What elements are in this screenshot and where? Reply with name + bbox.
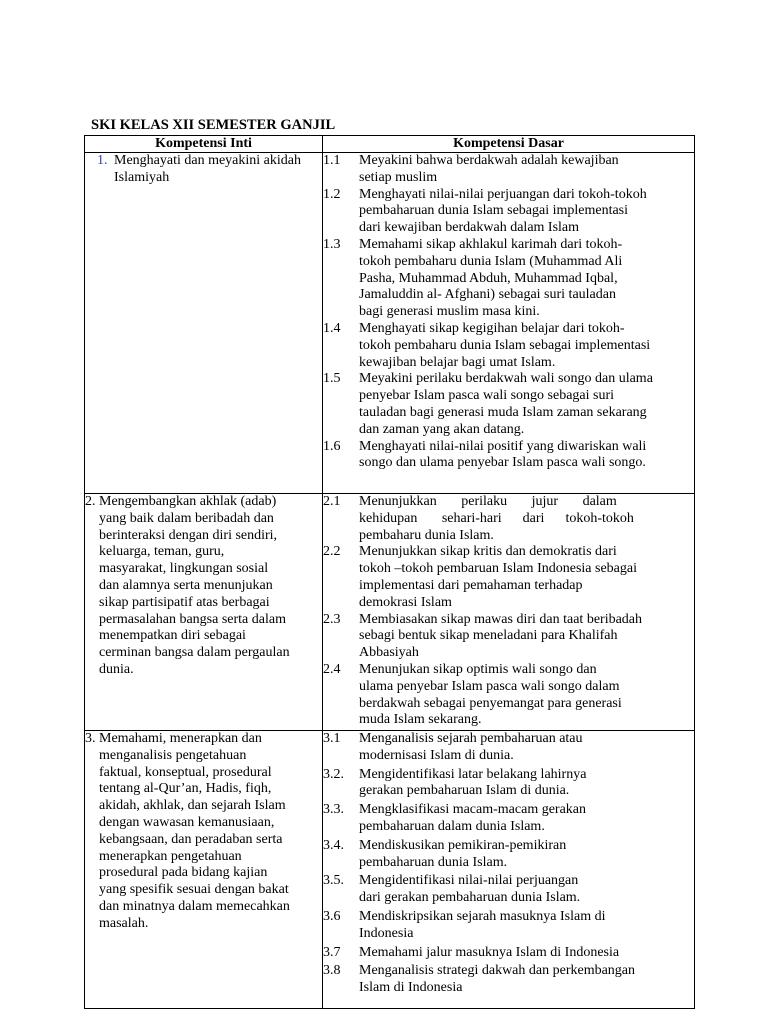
kd-item [323, 371, 694, 438]
kd-line: tauladan bagi generasi muda Islam zaman sekarang [359, 404, 647, 420]
kd-line: Islam di Indonesia [359, 980, 463, 996]
kd-line: berdakwah sebagai penyemangat para generasi [359, 695, 622, 711]
kd-cell-1 [323, 153, 695, 494]
kd-cell-2 [323, 494, 695, 731]
kd-line: Menganalisis sejarah pembaharuan atau [359, 731, 583, 746]
kd-line: Menunjukkan sikap kritis dan demokratis dari [359, 544, 617, 560]
kd-spacer [323, 997, 694, 999]
kd-line: tokoh pembaharu dunia Islam (Muhammad Ali [359, 253, 623, 269]
ki-line: tentang al-Qur’an, Hadis, fiqh, [99, 781, 272, 797]
ki-line: sikap partisipatif atas berbagai [99, 594, 270, 610]
kd-text [359, 544, 694, 611]
kd-line: Meyakini perilaku berdakwah wali songo dan ulama [359, 371, 653, 387]
kd-number: 2.4 [323, 661, 341, 677]
kd-number: 1.2 [323, 186, 341, 202]
kd-item [323, 612, 694, 662]
table-row [85, 731, 695, 1009]
ki-line: 2. Mengembangkan akhlak (adab) [85, 494, 277, 509]
kd-number: 1.1 [323, 153, 341, 168]
kd-text [359, 838, 694, 872]
kd-number: 3.7 [323, 944, 341, 960]
kd-text [359, 963, 694, 997]
ki-line: keluarga, teman, guru, [99, 544, 225, 560]
kd-line: implementasi dari pemahaman terhadap [359, 577, 583, 593]
table-row [85, 153, 695, 494]
ki-cell-3 [85, 731, 323, 1009]
kd-text [359, 321, 694, 371]
ki-cell-1 [85, 153, 323, 494]
ki-line: yang baik dalam beribadah dan [99, 510, 274, 526]
kd-cell-3 [323, 731, 695, 1009]
kd-number: 3.2. [323, 766, 344, 782]
kd-item [323, 187, 694, 237]
kd-number: 3.4. [323, 837, 344, 853]
kd-item [323, 838, 694, 872]
kd-item [323, 544, 694, 611]
ki-line: dan alamnya serta menunjukan [99, 577, 273, 593]
kd-line: sebagi bentuk sikap meneladani para Khalifah [359, 628, 618, 644]
ki-line: masalah. [99, 915, 149, 931]
kd-line: Mendiskusikan pemikiran-pemikiran [359, 837, 567, 853]
ki-line: prosedural pada bidang kajian [99, 865, 268, 881]
kd-line: tokoh –tokoh pembaruan Islam Indonesia sebagai [359, 561, 637, 577]
ki-number: 1. [97, 153, 108, 168]
kd-item [323, 237, 694, 321]
kd-text [359, 873, 694, 907]
kd-line: muda Islam sekarang. [359, 712, 482, 728]
ki-cell-2 [85, 494, 323, 731]
kd-text [359, 612, 694, 662]
kd-item [323, 963, 694, 997]
kd-line: Mendiskripsikan sejarah masuknya Islam di [359, 908, 606, 924]
kd-text [359, 802, 694, 836]
kd-line: Menghayati nilai-nilai positif yang diwariskan wali [359, 438, 647, 454]
kd-number: 3.5. [323, 873, 344, 889]
kd-line: Mengidentifikasi latar belakang lahirnya [359, 766, 587, 782]
kd-line: Menghayati nilai-nilai perjuangan dari tokoh-tokoh [359, 186, 647, 202]
ki-line: yang spesifik sesuai dengan bakat [99, 882, 289, 898]
kd-line: bagi generasi muslim masa kini. [359, 304, 540, 320]
kd-item [323, 321, 694, 371]
kd-line: pembaharuan dunia Islam. [359, 854, 508, 870]
kd-line: pembaharu dunia Islam. [359, 527, 494, 543]
kd-number: 2.2 [323, 544, 341, 560]
kd-text [359, 371, 694, 438]
kd-line: pembaharuan dunia Islam sebagai implementasi [359, 203, 629, 219]
kd-number: 1.3 [323, 236, 341, 252]
kd-line: penyebar Islam pasca wali songo sebagai suri [359, 388, 615, 404]
kd-number: 3.1 [323, 731, 341, 746]
kd-line: Menghayati sikap kegigihan belajar dari tokoh- [359, 320, 625, 336]
kd-item [323, 945, 694, 962]
kd-line: tokoh pembaharu dunia Islam sebagai implementasi [359, 337, 651, 353]
kd-number: 3.3. [323, 802, 344, 818]
page-title: SKI KELAS XII SEMESTER GANJIL [91, 117, 336, 133]
kd-line: Menunjukkan perilaku jujur dalam [359, 494, 617, 509]
kd-text [359, 494, 694, 544]
kd-line: setiap muslim [359, 169, 438, 185]
kd-line: dan zaman yang akan datang. [359, 421, 525, 437]
kd-item [323, 802, 694, 836]
ki-line: permasalahan bangsa serta dalam [99, 611, 286, 627]
ki-line: masyarakat, lingkungan sosial [99, 561, 269, 577]
ki-line: 3. Memahami, menerapkan dan [85, 731, 262, 746]
kd-line: ulama penyebar Islam pasca wali songo dalam [359, 678, 620, 694]
kd-line: songo dan ulama penyebar Islam pasca wali songo. [359, 455, 646, 471]
kd-number: 3.6 [323, 908, 341, 924]
competency-table [84, 135, 695, 1009]
kd-number: 1.6 [323, 438, 341, 454]
kd-line: Menunjukan sikap optimis wali songo dan [359, 661, 597, 677]
kd-item [323, 767, 694, 801]
kd-number: 3.8 [323, 963, 341, 979]
table-row [85, 494, 695, 731]
ki-line: dunia. [99, 661, 134, 677]
kd-line: Indonesia [359, 925, 414, 941]
table-header-row [85, 136, 695, 153]
kd-number: 1.5 [323, 371, 341, 387]
kd-line: Membiasakan sikap mawas diri dan taat beribadah [359, 611, 643, 627]
kd-line: Jamaluddin al- Afghani) sebagai suri tauladan [359, 287, 616, 303]
kd-number: 2.1 [323, 494, 341, 509]
kd-line: dari gerakan pembaharuan dunia Islam. [359, 890, 581, 906]
kd-line: Mengklasifikasi macam-macam gerakan [359, 802, 587, 818]
header-kompetensi-inti: Kompetensi Inti [85, 136, 323, 153]
kd-text [359, 237, 694, 321]
kd-line: Memahami jalur masuknya Islam di Indonesia [359, 944, 620, 960]
kd-item [323, 662, 694, 729]
kd-line: Pasha, Muhammad Abduh, Muhammad Iqbal, [359, 270, 618, 286]
kd-item [323, 873, 694, 907]
kd-line: Menganalisis strategi dakwah dan perkembangan [359, 963, 636, 979]
kd-text [359, 153, 694, 187]
kd-item [323, 439, 694, 473]
kd-line: Abbasiyah [359, 645, 419, 661]
kd-item [323, 153, 694, 187]
kd-line: demokrasi Islam [359, 594, 452, 610]
ki-line: dengan wawasan kemanusiaan, [99, 814, 275, 830]
kd-text [359, 439, 694, 473]
kd-item [323, 494, 694, 544]
ki-text: Menghayati dan meyakini akidah Islamiyah [114, 153, 301, 185]
ki-line: berinteraksi dengan diri sendiri, [99, 527, 278, 543]
kd-item [323, 731, 694, 765]
kd-text [359, 945, 694, 962]
ki-line: menganalisis pengetahuan [99, 747, 247, 763]
kd-line: pembaharuan dalam dunia Islam. [359, 818, 545, 834]
ki-line: faktual, konseptual, prosedural [99, 764, 272, 780]
kd-text [359, 662, 694, 729]
kd-text [359, 187, 694, 237]
kd-text [359, 767, 694, 801]
kd-line: Mengidentifikasi nilai-nilai perjuangan [359, 873, 579, 889]
kd-line: kehidupan sehari-hari dari tokoh-tokoh [359, 510, 634, 526]
kd-text [359, 731, 694, 765]
ki-line: menempatkan diri sebagai [99, 628, 246, 644]
header-kompetensi-dasar: Kompetensi Dasar [323, 136, 695, 153]
kd-line: kewajiban belajar bagi umat Islam. [359, 354, 556, 370]
kd-line: gerakan pembaharuan Islam di dunia. [359, 783, 570, 799]
kd-item [323, 909, 694, 943]
ki-line: kebangsaan, dan peradaban serta [99, 831, 283, 847]
ki-line: akidah, akhlak, dan sejarah Islam [99, 798, 286, 814]
kd-line: Memahami sikap akhlakul karimah dari tokoh- [359, 236, 623, 252]
kd-number: 2.3 [323, 611, 341, 627]
kd-line: modernisasi Islam di dunia. [359, 747, 514, 763]
kd-line: dari kewajiban berdakwah dalam Islam [359, 220, 580, 236]
ki-line: menerapkan pengetahuan [99, 848, 242, 864]
kd-line: Meyakini bahwa berdakwah adalah kewajiban [359, 153, 619, 168]
kd-text [359, 909, 694, 943]
kd-number: 1.4 [323, 320, 341, 336]
ki-line: dan minatnya dalam memecahkan [99, 898, 290, 914]
ki-line: cerminan bangsa dalam pergaulan [99, 645, 290, 661]
